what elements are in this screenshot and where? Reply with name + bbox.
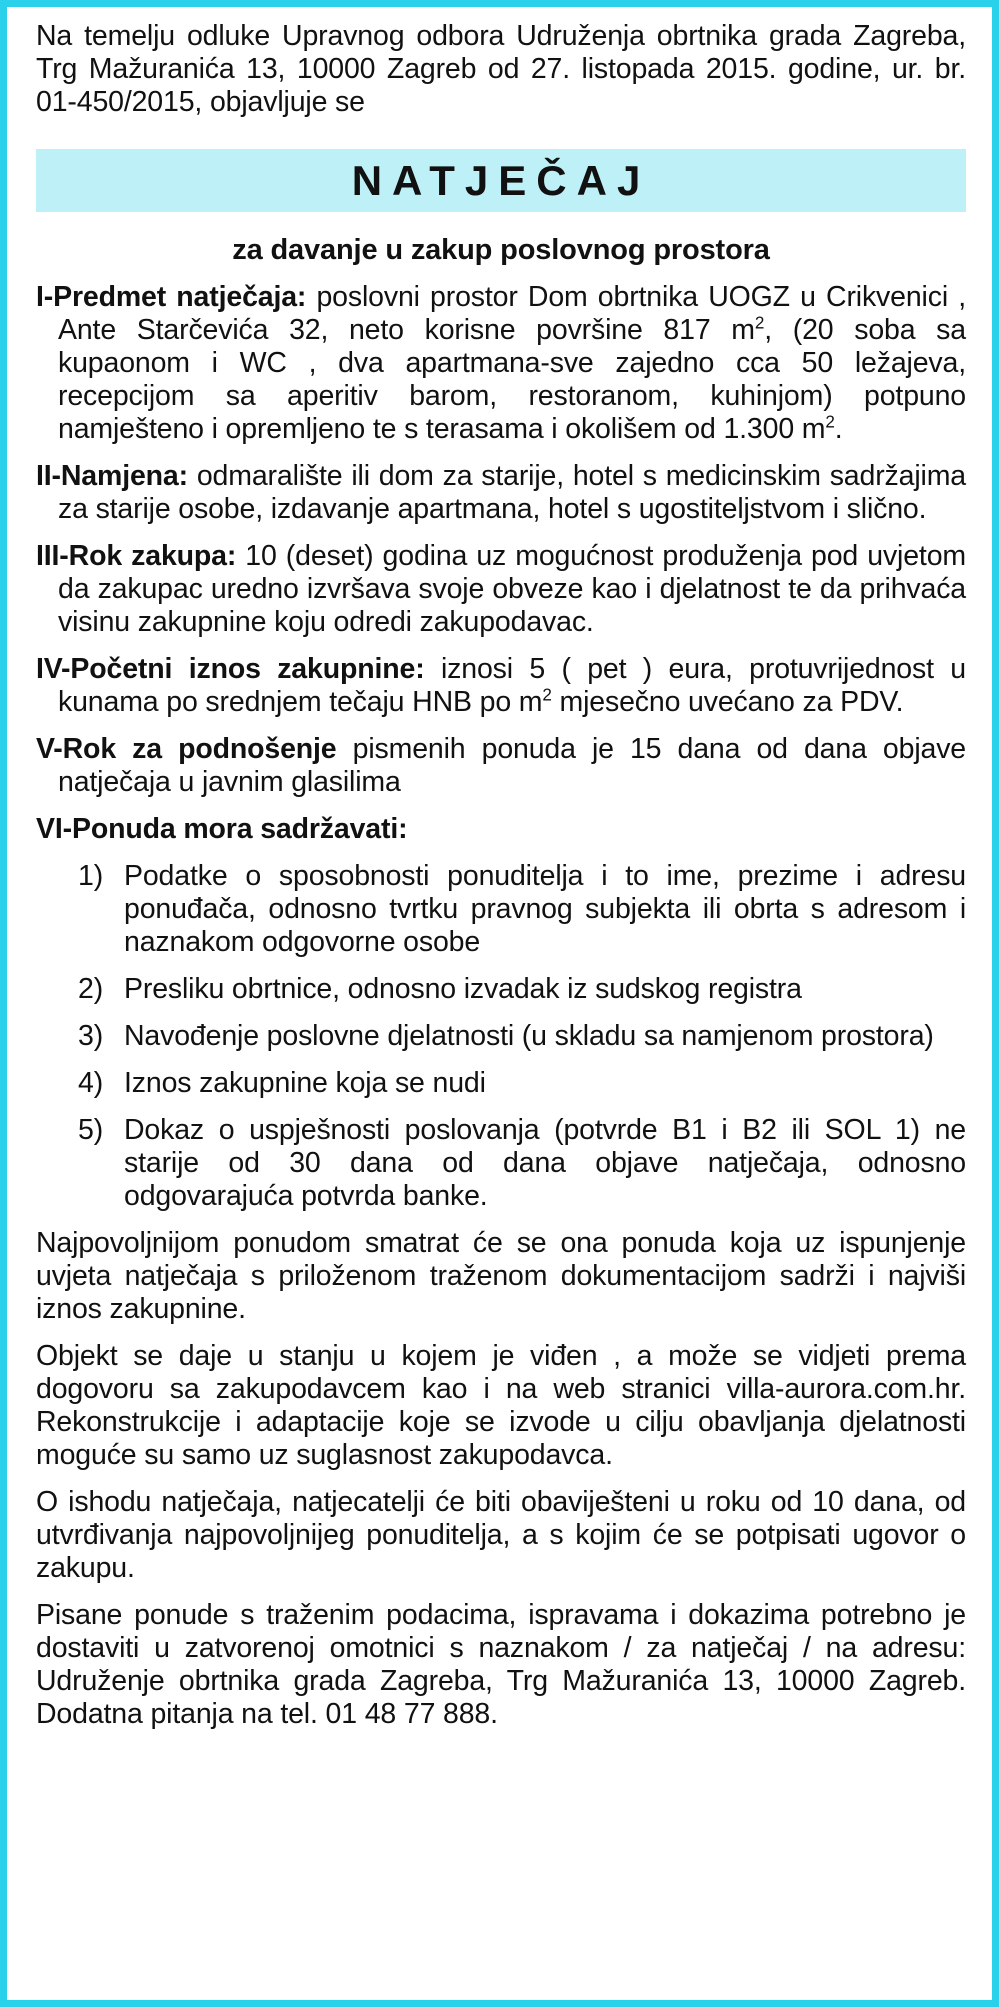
section-label: IV-Početni iznos zakupnine: [36, 653, 425, 685]
item-text: Presliku obrtnice, odnosno izvadak iz sudskog registra [124, 973, 802, 1005]
requirements-list [36, 860, 966, 1213]
item-number: 2) [78, 973, 104, 1005]
viewing-paragraph: Objekt se daje u stanju u kojem je viđen , a može se vidjeti prema dogovoru sa zakupodavcem kao i na web stranici villa-aurora.com.hr. Rekonstrukcije i adaptacije koje se izvode u cilju obavljanja djelatnosti moguće su samo uz suglasnost zakupodavca. [36, 1340, 966, 1471]
list-item [36, 973, 966, 1006]
section-lease-term [36, 540, 966, 639]
section-label: V-Rok za podnošenje [36, 733, 337, 765]
superscript: 2 [542, 685, 552, 705]
item-number: 3) [78, 1020, 104, 1052]
item-text: Podatke o sposobnosti ponuditelja i to ime, prezime i adresu ponuđača, odnosno tvrtku pravnog subjekta ili obrta s adresom i naznakom odgovorne osobe [124, 860, 966, 958]
section-label: II-Namjena: [36, 460, 188, 492]
item-number: 4) [78, 1067, 104, 1099]
submission-paragraph: Pisane ponude s traženim podacima, ispravama i dokazima potrebno je dostaviti u zatvorenoj omotnici s naznakom / za natječaj / na adresu: Udruženje obrtnika grada Zagreba, Trg Mažuranića 13, 10000 Zagreb. Dodatna pitanja na tel. 01 48 77 888. [36, 1599, 966, 1730]
requirements-heading: VI-Ponuda mora sadržavati: [36, 813, 408, 845]
item-text: Iznos zakupnine koja se nudi [124, 1067, 486, 1099]
section-text: mjesečno uvećano za PDV. [551, 686, 904, 718]
section-text: . [834, 413, 843, 445]
item-text: Dokaz o uspješnosti poslovanja (potvrde B1 i B2 ili SOL 1) ne starije od 30 dana od dana objave natječaja, odnosno odgovarajuća potvrda banke. [124, 1114, 966, 1212]
list-item [36, 860, 966, 959]
superscript: 2 [825, 412, 835, 432]
notice-subtitle: za davanje u zakup poslovnog prostora [232, 234, 770, 266]
section-text: , (20 soba sa kupaonom i WC , dva apartmana-sve zajedno cca 50 ležajeva, recepcijom sa aperitiv barom, restoranom, kuhinjom) potpuno namješteno i opremljeno te s terasama i okolišem od 1.300 m [58, 314, 966, 445]
outcome-paragraph: O ishodu natječaja, natjecatelji će biti obaviješteni u roku od 10 dana, od utvrđivanja najpovoljnijeg ponuditelja, a s kojim će se potpisati ugovor o zakupu. [36, 1486, 966, 1584]
list-item [36, 1067, 966, 1100]
item-text: Navođenje poslovne djelatnosti (u skladu sa namjenom prostora) [124, 1020, 934, 1052]
section-purpose [36, 460, 966, 526]
section-text: 10 (deset) godina uz mogućnost produženja pod uvjetom da zakupac uredno izvršava svoje obveze kao i djelatnost te da prihvaća visinu zakupnine koju odredi zakupodavac. [58, 540, 966, 638]
section-deadline [36, 733, 966, 799]
list-item [36, 1020, 966, 1053]
section-text: poslovni prostor Dom obrtnika UOGZ u Crikvenici , Ante Starčevića 32, neto korisne površine 817 m [58, 281, 966, 346]
section-text: pismenih ponuda je 15 dana od dana objave natječaja u javnim glasilima [58, 733, 967, 798]
notice-title: NATJEČAJ [351, 157, 651, 204]
item-number: 5) [78, 1114, 104, 1146]
item-number: 1) [78, 860, 104, 892]
section-text: odmaralište ili dom za starije, hotel s medicinskim sadržajima za starije osobe, izdavanje apartmana, hotel s ugostiteljstvom i slično. [58, 460, 966, 525]
section-text: iznosi 5 ( pet ) eura, protuvrijednost u kunama po srednjem tečaju HNB po m [58, 653, 966, 718]
notice-content [36, 20, 966, 1731]
title-banner [36, 149, 966, 212]
intro-paragraph: Na temelju odluke Upravnog odbora Udruženja obrtnika grada Zagreba, Trg Mažuranića 13, 10000 Zagreb od 27. listopada 2015. godine, ur. br. 01-450/2015, objavljuje se [36, 20, 966, 118]
superscript: 2 [754, 313, 765, 333]
section-subject [36, 281, 966, 446]
list-item [36, 1114, 966, 1213]
section-initial-rent [36, 653, 966, 719]
section-label: I-Predmet natječaja: [36, 281, 307, 313]
section-label: III-Rok zakupa: [36, 540, 237, 572]
best-offer-paragraph: Najpovoljnijom ponudom smatrat će se ona ponuda koja uz ispunjenje uvjeta natječaja s priloženom traženom dokumentacijom sadrži i najviši iznos zakupnine. [36, 1227, 966, 1325]
